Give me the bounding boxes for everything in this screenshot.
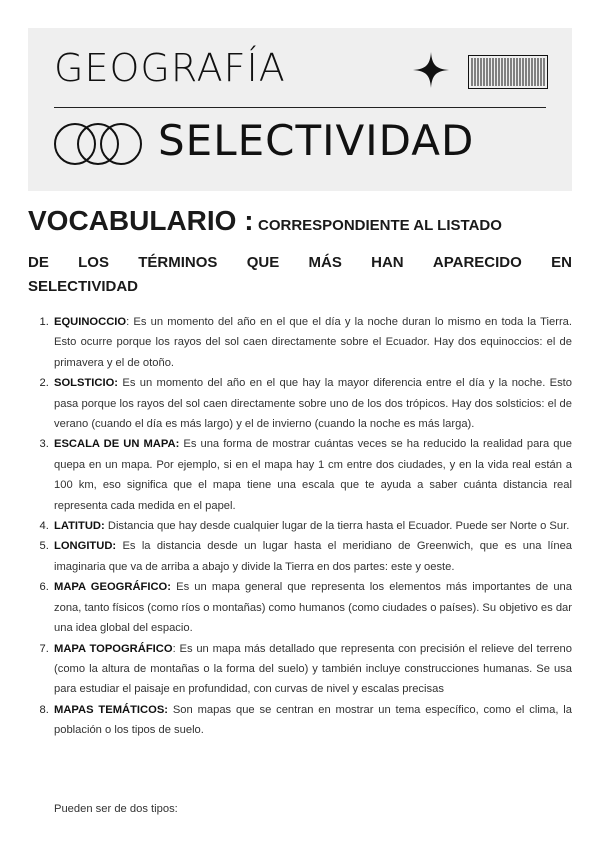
term-equinoccio: EQUINOCCIO: [54, 316, 127, 328]
list-item: [52, 639, 572, 700]
term-mapas-tematicos: MAPAS TEMÁTICOS:: [54, 703, 169, 716]
list-item: [52, 577, 572, 638]
vocabulary-list: [28, 312, 572, 741]
heading-word: APARECIDO: [432, 254, 522, 271]
term-separator: :: [126, 316, 134, 328]
term-solsticio: SOLSTICIO:: [54, 377, 119, 390]
rings-icon: [52, 121, 144, 167]
heading-subtitle-part1: CORRESPONDIENTE AL LISTADO: [258, 217, 502, 234]
definition-text: Es un mapa más detallado que representa con precisión el relieve del terreno (como la altura de montañas o la forma del suelo) y también incluye construcciones humanas. Se usa para estudiar el paisaje en profundidad, con curvas de nivel y escalas precisas: [54, 642, 572, 696]
sparkle-icon: [413, 52, 449, 88]
list-item: [52, 536, 572, 577]
list-item: [52, 373, 572, 434]
definition-text: Es la distancia desde un lugar hasta el meridiano de Greenwich, que es una línea imaginaria que va de arriba a abajo y divide la Tierra en dos partes: este y oeste.: [54, 540, 573, 573]
list-item: [52, 434, 572, 516]
definition-text: Es un momento del año en el que el día y la noche duran lo mismo en toda la Tierra. Esto ocurre porque los rayos del sol caen directamente sobre el Ecuador. Hay dos equinoccios: el de primavera y el de otoño.: [54, 316, 572, 369]
term-separator: :: [172, 642, 180, 655]
list-item: [52, 312, 572, 373]
heading-word: LOS: [78, 254, 109, 271]
heading-word: MÁS: [308, 254, 342, 271]
heading-word: EN: [551, 254, 572, 271]
header-banner: [28, 28, 572, 191]
definition-text: Distancia que hay desde cualquier lugar de la tierra hasta el Ecuador. Puede ser Norte o Sur.: [107, 520, 570, 533]
barcode-icon: [468, 55, 548, 89]
heading-word: HAN: [371, 254, 404, 271]
list-item: [52, 700, 572, 741]
heading-word: QUE: [246, 254, 280, 271]
header-divider: [54, 107, 546, 108]
heading-word: DE: [28, 254, 49, 271]
title-geografia: GEOGRAFÍA: [54, 46, 286, 90]
term-mapa-topografico: MAPA TOPOGRÁFICO: [54, 642, 173, 655]
definition-text: Son mapas que se centran en mostrar un tema específico, como el clima, la población o los tipos de suelo.: [54, 703, 572, 737]
definition-text: Es un momento del año en el que hay la mayor diferencia entre el día y la noche. Esto pasa porque los rayos del sol caen directamente sobre uno de los dos trópicos. Hay dos solsticios: el de verano (cuando el día es más largo) y el de invierno (cuando la noche es más larga).: [54, 377, 573, 431]
term-latitud: LATITUD:: [54, 520, 105, 533]
definition-text: Es un mapa general que representa los elementos más importantes de una zona, tanto físicos (como ríos o montañas) como humanos (como ciudades o países). Su objetivo es dar una idea global del espacio.: [54, 581, 573, 635]
heading-subtitle-line2: [28, 251, 572, 275]
definition-text: Es una forma de mostrar cuántas veces se ha reducido la realidad para que quepa en un mapa. Por ejemplo, si en el mapa hay 1 cm entre dos ciudades, y en la vida real están a 100 km, eso significa que el mapa tiene una escala que te ayuda a saber cuánta distancia real representa cada medida en el papel.: [54, 438, 572, 512]
heading-word: TÉRMINOS: [138, 254, 218, 271]
title-selectividad: SELECTIVIDAD: [158, 116, 475, 165]
term-escala: ESCALA DE UN MAPA:: [54, 438, 180, 451]
term-mapa-geografico: MAPA GEOGRÁFICO:: [54, 581, 171, 594]
heading-vocabulario: VOCABULARIO :: [28, 205, 254, 236]
section-heading: [28, 205, 572, 239]
heading-subtitle-line3: SELECTIVIDAD: [28, 278, 139, 295]
term-longitud: LONGITUD:: [54, 540, 117, 553]
trailing-text: Pueden ser de dos tipos:: [54, 803, 178, 815]
list-item: [52, 516, 572, 536]
